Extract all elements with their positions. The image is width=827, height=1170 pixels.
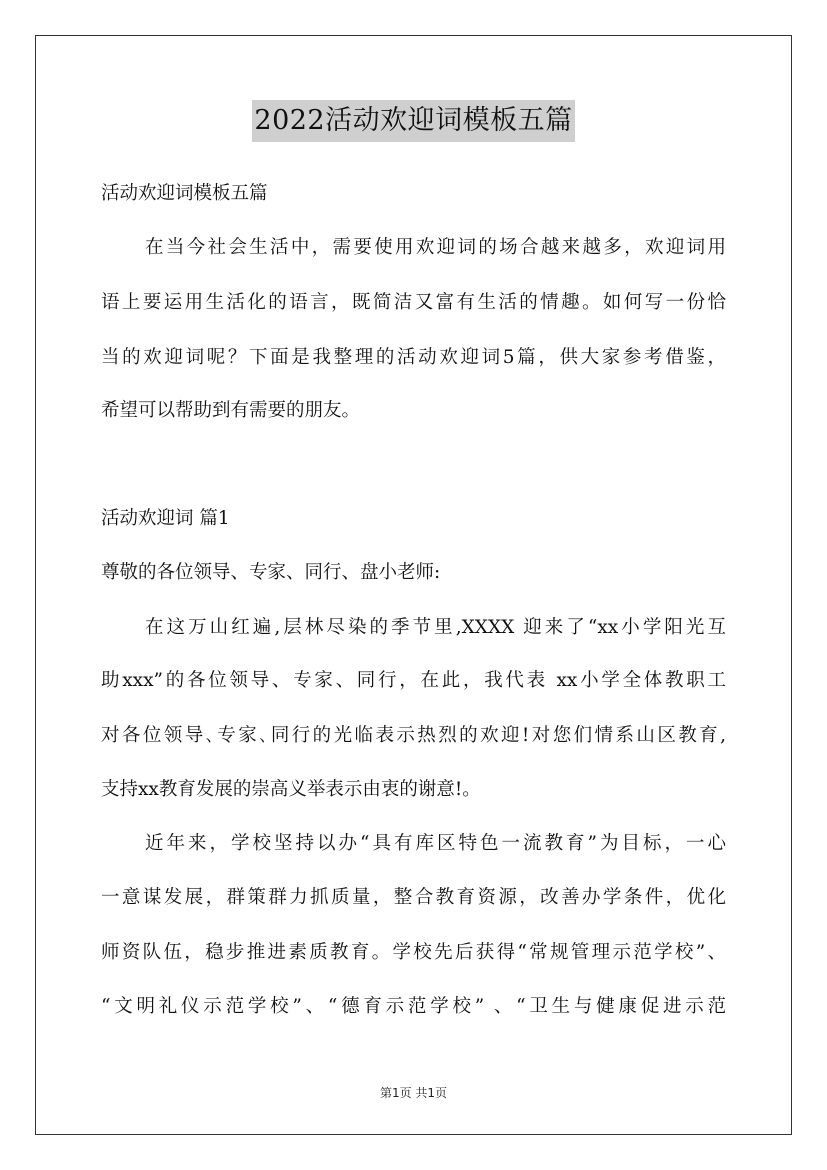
intro-line-1: 在当今社会生活中，需要使用欢迎词的场合越来越多，欢迎词用 bbox=[145, 237, 726, 258]
salutation-line: 尊敬的各位领导、专家、同行、盘小老师: bbox=[101, 562, 441, 583]
para2-line-3: 师资队伍，稳步推进素质教育。学校先后获得“常规管理示范学校”、 bbox=[101, 942, 726, 963]
page-footer: 第1页 共1页 bbox=[379, 1086, 448, 1100]
intro-line-3: 当的欢迎词呢？下面是我整理的活动欢迎词5篇，供大家参考借鉴， bbox=[101, 347, 726, 368]
intro-line-2: 语上要运用生活化的语言，既简洁又富有生活的情趣。如何写一份恰 bbox=[101, 292, 726, 313]
para2-line-4: “文明礼仪示范学校”、“德育示范学校” 、“卫生与健康促进示范 bbox=[101, 996, 726, 1017]
intro-line-4: 希望可以帮助到有需要的朋友。 bbox=[101, 400, 361, 421]
para1-line-2: 助xxx”的各位领导、专家、同行，在此，我代表 xx小学全体教职工 bbox=[101, 670, 726, 691]
title-container bbox=[0, 100, 827, 142]
para1-line-1: 在这万山红遍,层林尽染的季节里,XXXX 迎来了“xx小学阳光互 bbox=[145, 617, 726, 638]
para2-line-1: 近年来，学校坚持以办“具有库区特色一流教育”为目标，一心 bbox=[145, 833, 726, 854]
para1-line-4: 支持xx教育发展的崇高义举表示由衷的谢意!。 bbox=[101, 779, 481, 800]
section-heading: 活动欢迎词 篇1 bbox=[101, 508, 230, 529]
document-title: 2022活动欢迎词模板五篇 bbox=[252, 100, 574, 142]
para2-line-2: 一意谋发展，群策群力抓质量，整合教育资源，改善办学条件，优化 bbox=[101, 887, 726, 908]
para1-line-3: 对各位领导､专家､同行的光临表示热烈的欢迎!对您们情系山区教育, bbox=[101, 725, 726, 746]
subtitle-line: 活动欢迎词模板五篇 bbox=[101, 183, 268, 204]
